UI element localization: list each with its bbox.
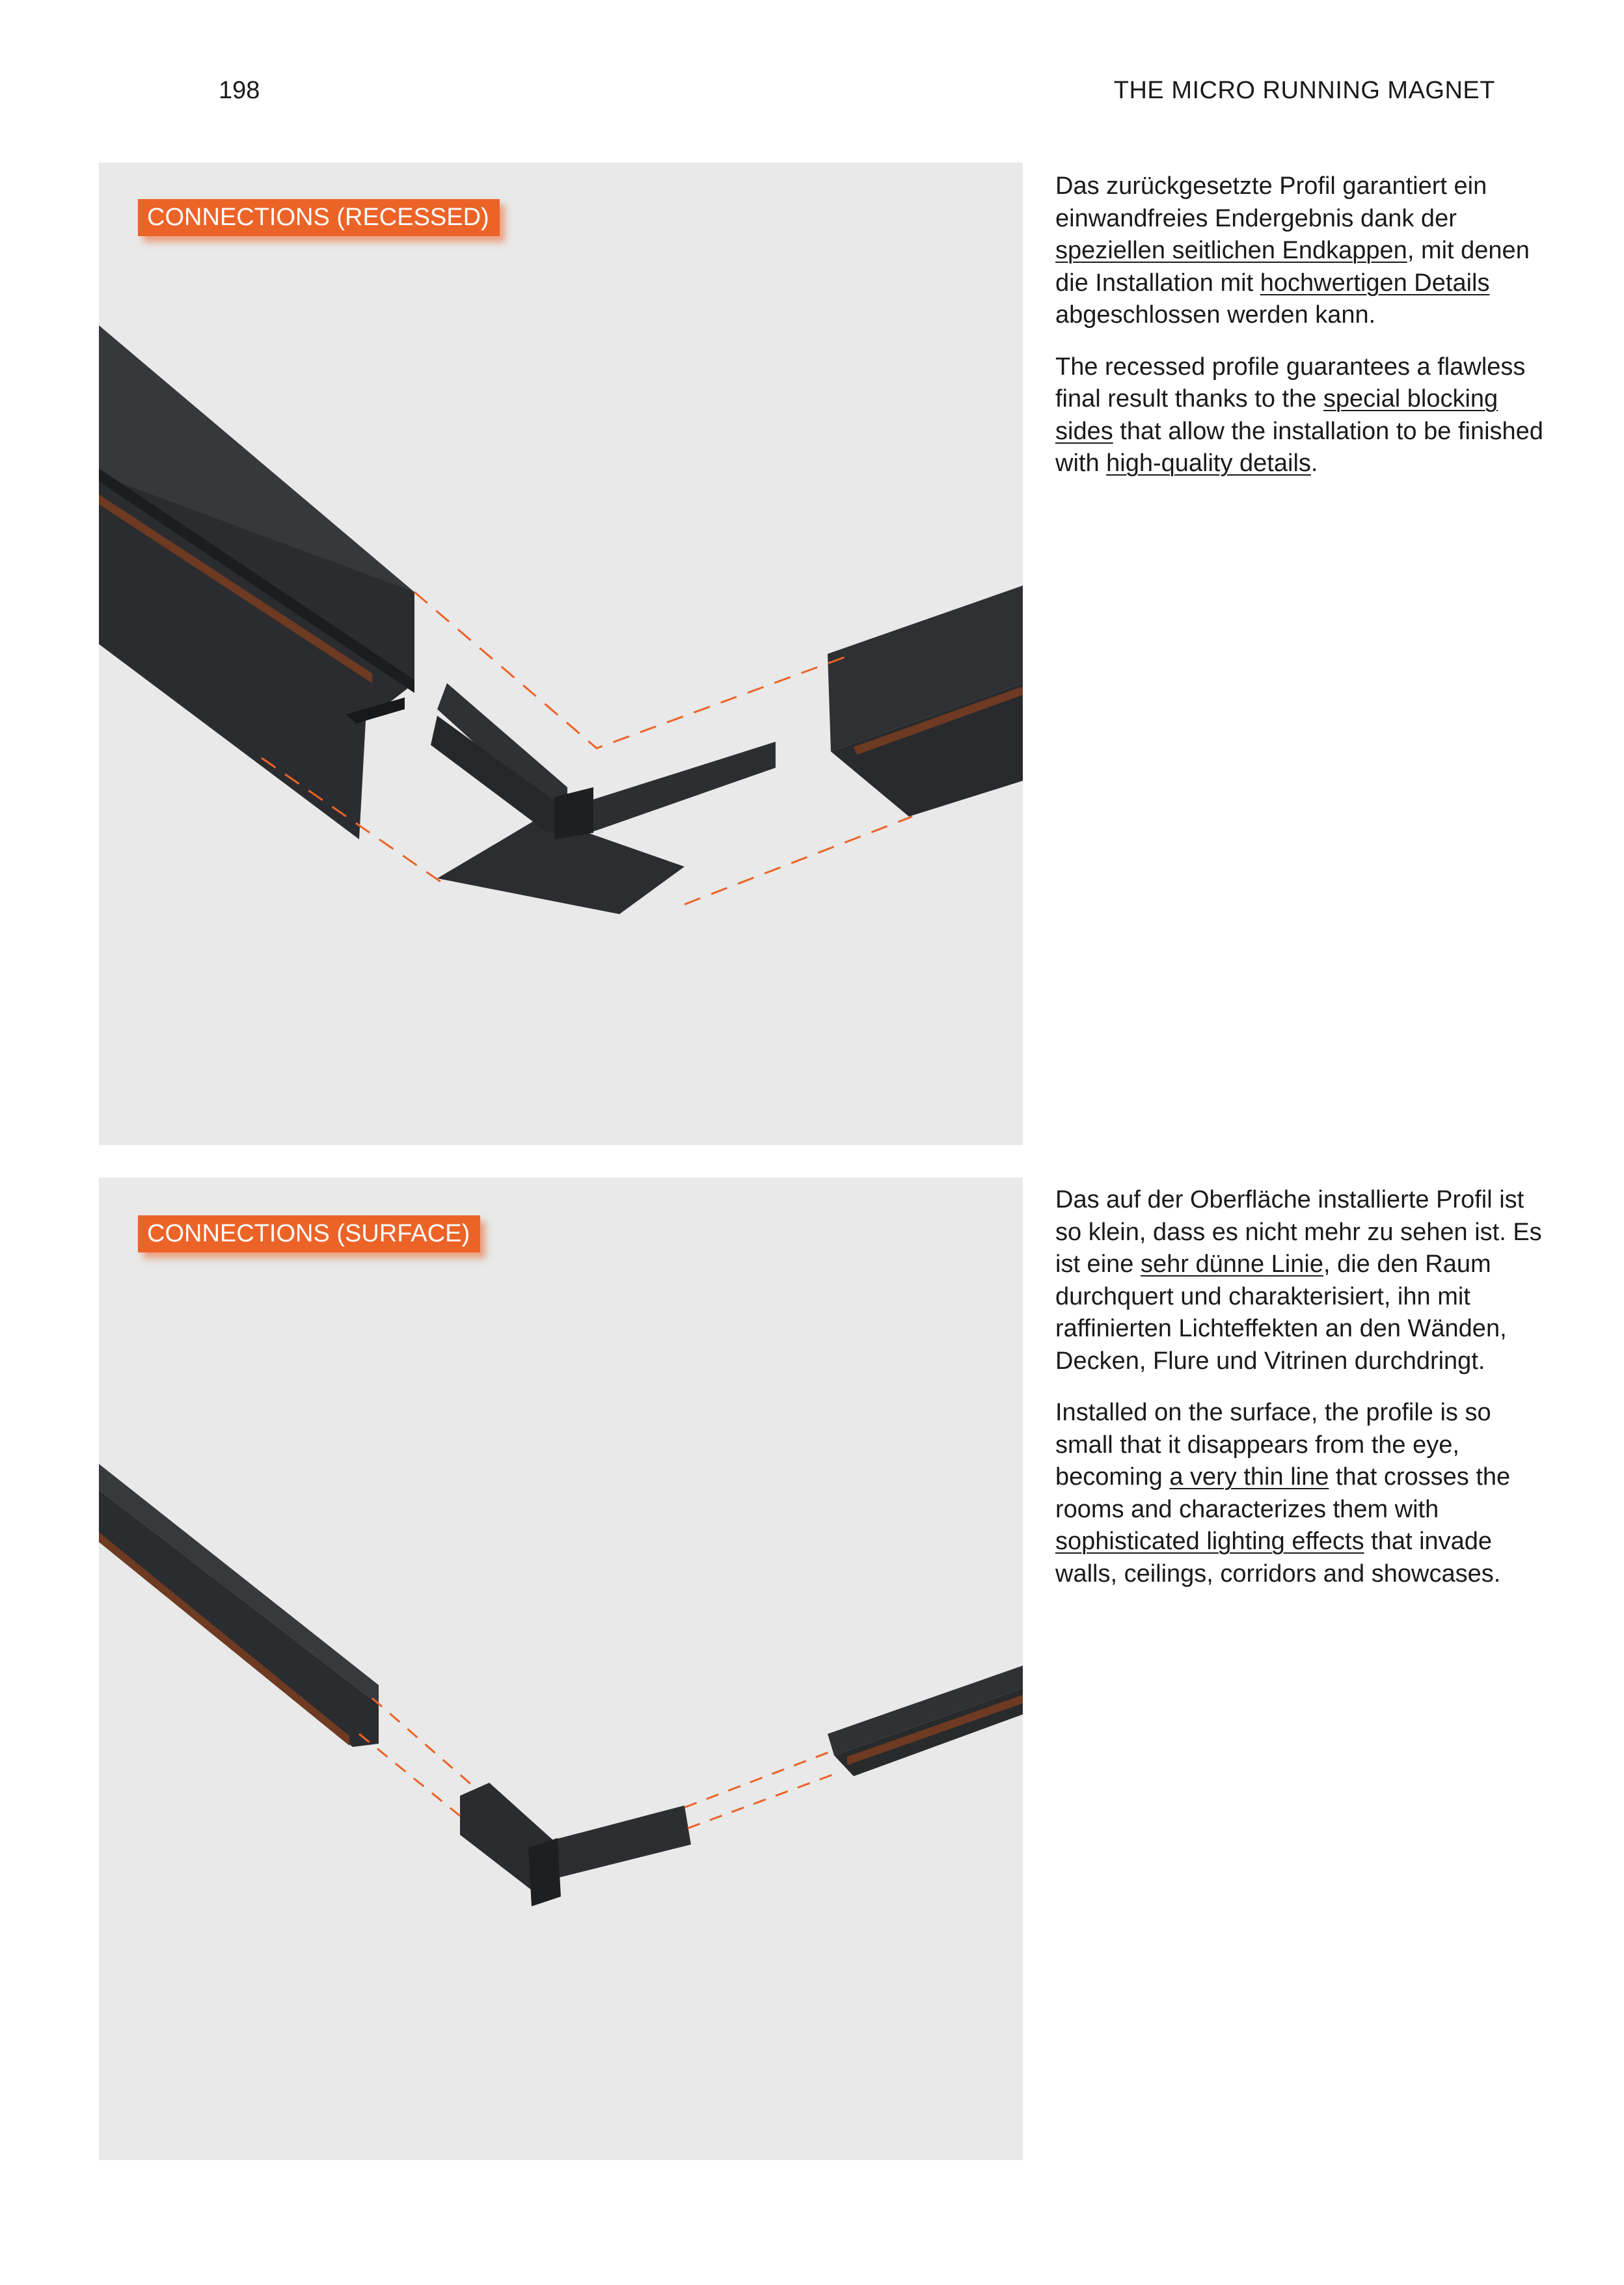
connector-arm-right — [580, 742, 776, 836]
page-number: 198 — [219, 77, 260, 104]
description-surface-german: Das auf der Oberfläche installierte Profil ist so klein, dass es nicht mehr zu sehen ist. Es ist eine sehr dünne Linie, die den Raum durchquert und charakterisiert, ihn mit raffinierten Lichteffekten an den Wänden, Decken, Flure und Vitrinen durchdringt. — [1055, 1186, 1542, 1375]
section-label-recessed: CONNECTIONS (RECESSED) — [138, 199, 500, 236]
guide-line-right — [684, 817, 912, 904]
description-recessed-german: Das zurückgesetzte Profil garantiert ein einwandfreies Endergebnis dank der speziellen seitlichen Endkappen, mit denen die Installation mit hochwertigen Details abgeschlossen werden kann. — [1055, 172, 1530, 329]
description-surface — [1055, 1184, 1550, 1610]
connector-block — [528, 1838, 561, 1906]
surface-illustration-panel — [99, 1178, 1023, 2160]
guide-line-left-lower — [359, 1734, 463, 1819]
left-profile-front — [99, 1490, 379, 1747]
description-surface-english: Installed on the surface, the profile is so small that it disappears from the eye, becoming a very thin line that crosses the rooms and characterizes them with sophisticated lighting effects that invade walls, ceilings, corridors and showcases. — [1055, 1399, 1511, 1588]
running-title: THE MICRO RUNNING MAGNET — [1113, 77, 1495, 104]
section-label-surface: CONNECTIONS (SURFACE) — [138, 1215, 480, 1252]
left-profile-top — [99, 1464, 379, 1705]
description-recessed — [1055, 170, 1550, 500]
guide-line-left-upper — [372, 1698, 473, 1786]
surface-connection-illustration — [99, 1178, 1023, 2160]
recessed-connection-illustration — [99, 163, 1023, 1145]
guide-line-right-upper — [684, 1750, 834, 1807]
guide-line-right-lower — [688, 1773, 837, 1828]
description-recessed-english: The recessed profile guarantees a flawless final result thanks to the special blocking sides that allow the installation to be finished with high-quality details. — [1055, 353, 1543, 477]
connector-arm-right — [548, 1805, 691, 1880]
recessed-illustration-panel — [99, 163, 1023, 1145]
